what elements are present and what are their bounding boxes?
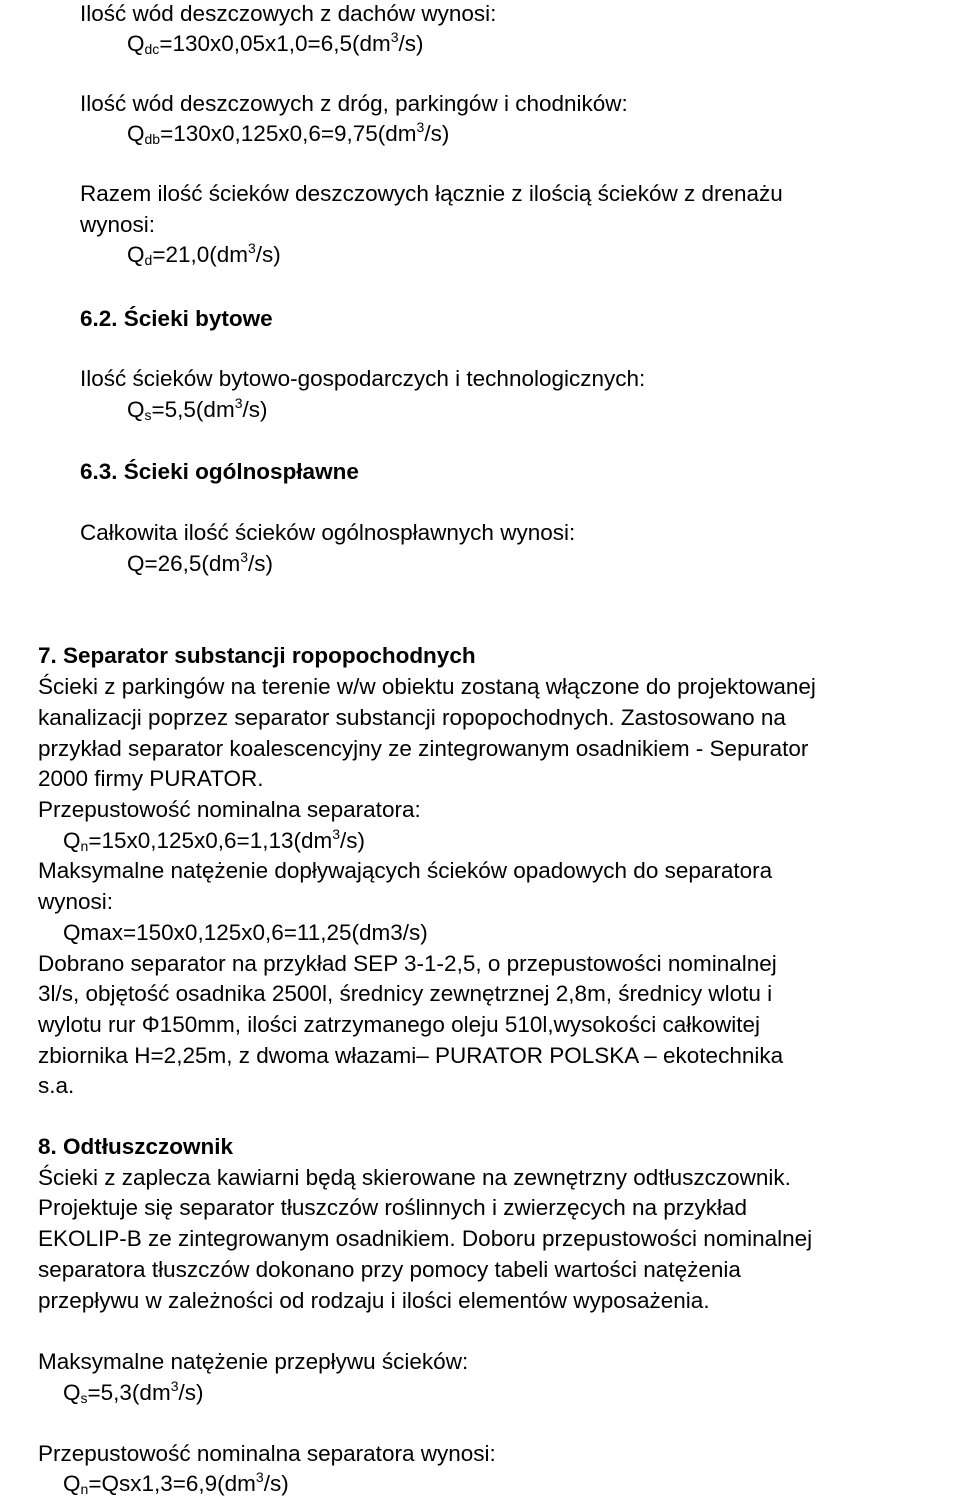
paragraph-line: EKOLIP-B ze zintegrowanym osadnikiem. Doboru przepustowości nominalnej [38, 1226, 813, 1251]
formula-body: =5,5(dm [151, 397, 235, 422]
formula-symbol: Q [127, 31, 145, 56]
formula-unit-end: /s) [340, 828, 366, 853]
formula-body: =15x0,125x0,6=1,13(dm [88, 828, 333, 853]
paragraph-line: Ścieki z parkingów na terenie w/w obiektu zostaną włączone do projektowanej [38, 674, 816, 699]
formula-body: =130x0,05x1,0=6,5(dm [159, 31, 391, 56]
formula-qn-grease [63, 1469, 289, 1499]
heading-7: 7. Separator substancji ropopochodnych [38, 643, 476, 668]
formula-symbol: Q [127, 397, 145, 422]
formula-superscript: 3 [416, 119, 425, 135]
formula-body: =Qsx1,3=6,9(dm [88, 1471, 256, 1496]
paragraph-line: Maksymalne natężenie dopływających ścieków opadowych do separatora [38, 858, 773, 883]
formula-unit-end: /s) [242, 397, 268, 422]
formula-unit-end: /s) [178, 1380, 204, 1405]
paragraph-line: Projektuje się separator tłuszczów roślinnych i zwierzęcych na przykład [38, 1195, 748, 1220]
domestic-sewage-text: Ilość ścieków bytowo-gospodarczych i technologicznych: [80, 366, 646, 391]
formula-superscript: 3 [332, 826, 341, 842]
formula-qs [127, 395, 267, 425]
paragraph-line: zbiornika H=2,25m, z dwoma włazami– PURATOR POLSKA – ekotechnika [38, 1043, 784, 1068]
formula-body: Q=26,5(dm [127, 551, 241, 576]
formula-unit-end: /s) [263, 1471, 289, 1496]
rainwater-roofs-text: Ilość wód deszczowych z dachów wynosi: [80, 1, 497, 26]
combined-sewage-text: Całkowita ilość ścieków ogólnospławnych wynosi: [80, 520, 576, 545]
paragraph-line: kanalizacji poprzez separator substancji ropopochodnych. Zastosowano na [38, 705, 786, 730]
formula-qn [63, 826, 365, 856]
formula-superscript: 3 [234, 395, 243, 411]
formula-unit-end: /s) [247, 551, 273, 576]
formula-symbol: Q [63, 1471, 81, 1496]
formula-symbol: Q [63, 1380, 81, 1405]
formula-subscript: s [80, 1390, 88, 1406]
paragraph-line: Przepustowość nominalna separatora: [38, 797, 421, 822]
max-flow-text: Maksymalne natężenie przepływu ścieków: [38, 1349, 469, 1374]
heading-6-3: 6.3. Ścieki ogólnospławne [80, 459, 359, 484]
formula-superscript: 3 [255, 1469, 264, 1485]
paragraph-line: separatora tłuszczów dokonano przy pomocy tabeli wartości natężenia [38, 1257, 741, 1282]
formula-subscript: dc [144, 41, 160, 57]
formula-unit-end: /s) [255, 242, 281, 267]
formula-body: =5,3(dm [87, 1380, 171, 1405]
formula-symbol: Q [127, 242, 145, 267]
formula-superscript: 3 [390, 29, 399, 45]
rainwater-total-text-cont: wynosi: [80, 212, 156, 237]
formula-superscript: 3 [240, 549, 248, 565]
paragraph-line: Dobrano separator na przykład SEP 3-1-2,5, o przepustowości nominalnej [38, 951, 777, 976]
rainwater-total-text: Razem ilość ścieków deszczowych łącznie z ilością ścieków z drenażu [80, 181, 783, 206]
formula-qs-grease [63, 1378, 203, 1408]
formula-subscript: s [144, 407, 152, 423]
formula-superscript: 3 [248, 240, 256, 256]
formula-subscript: db [144, 131, 161, 147]
paragraph-line: Ścieki z zaplecza kawiarni będą skierowane na zewnętrzny odtłuszczownik. [38, 1165, 791, 1190]
formula-qdc [127, 29, 424, 59]
paragraph-line: przepływu w zależności od rodzaju i ilości elementów wyposażenia. [38, 1288, 710, 1313]
heading-8: 8. Odtłuszczownik [38, 1134, 234, 1159]
rainwater-roads-text: Ilość wód deszczowych z dróg, parkingów i chodników: [80, 91, 628, 116]
formula-subscript: n [80, 838, 89, 854]
paragraph-line: przykład separator koalescencyjny ze zintegrowanym osadnikiem - Sepurator [38, 736, 809, 761]
formula-subscript: d [144, 252, 153, 268]
heading-6-2: 6.2. Ścieki bytowe [80, 306, 273, 331]
formula-body: =21,0(dm [152, 242, 248, 267]
formula-qd [127, 240, 281, 270]
formula-symbol: Q [63, 828, 81, 853]
paragraph-line: 2000 firmy PURATOR. [38, 766, 264, 791]
formula-subscript: n [80, 1481, 89, 1497]
formula-qmax: Qmax=150x0,125x0,6=11,25(dm3/s) [63, 920, 428, 945]
paragraph-line: s.a. [38, 1073, 75, 1098]
paragraph-line: wylotu rur Φ150mm, ilości zatrzymanego oleju 510l,wysokości całkowitej [38, 1012, 760, 1037]
formula-qdb [127, 119, 449, 149]
formula-q [127, 549, 273, 579]
formula-unit-end: /s) [398, 31, 424, 56]
formula-unit-end: /s) [424, 121, 450, 146]
formula-symbol: Q [127, 121, 145, 146]
paragraph-line: wynosi: [38, 889, 114, 914]
formula-superscript: 3 [170, 1378, 179, 1394]
formula-body: =130x0,125x0,6=9,75(dm [160, 121, 417, 146]
nominal-capacity-text: Przepustowość nominalna separatora wynosi: [38, 1441, 496, 1466]
paragraph-line: 3l/s, objętość osadnika 2500l, średnicy zewnętrznej 2,8m, średnicy wlotu i [38, 981, 773, 1006]
